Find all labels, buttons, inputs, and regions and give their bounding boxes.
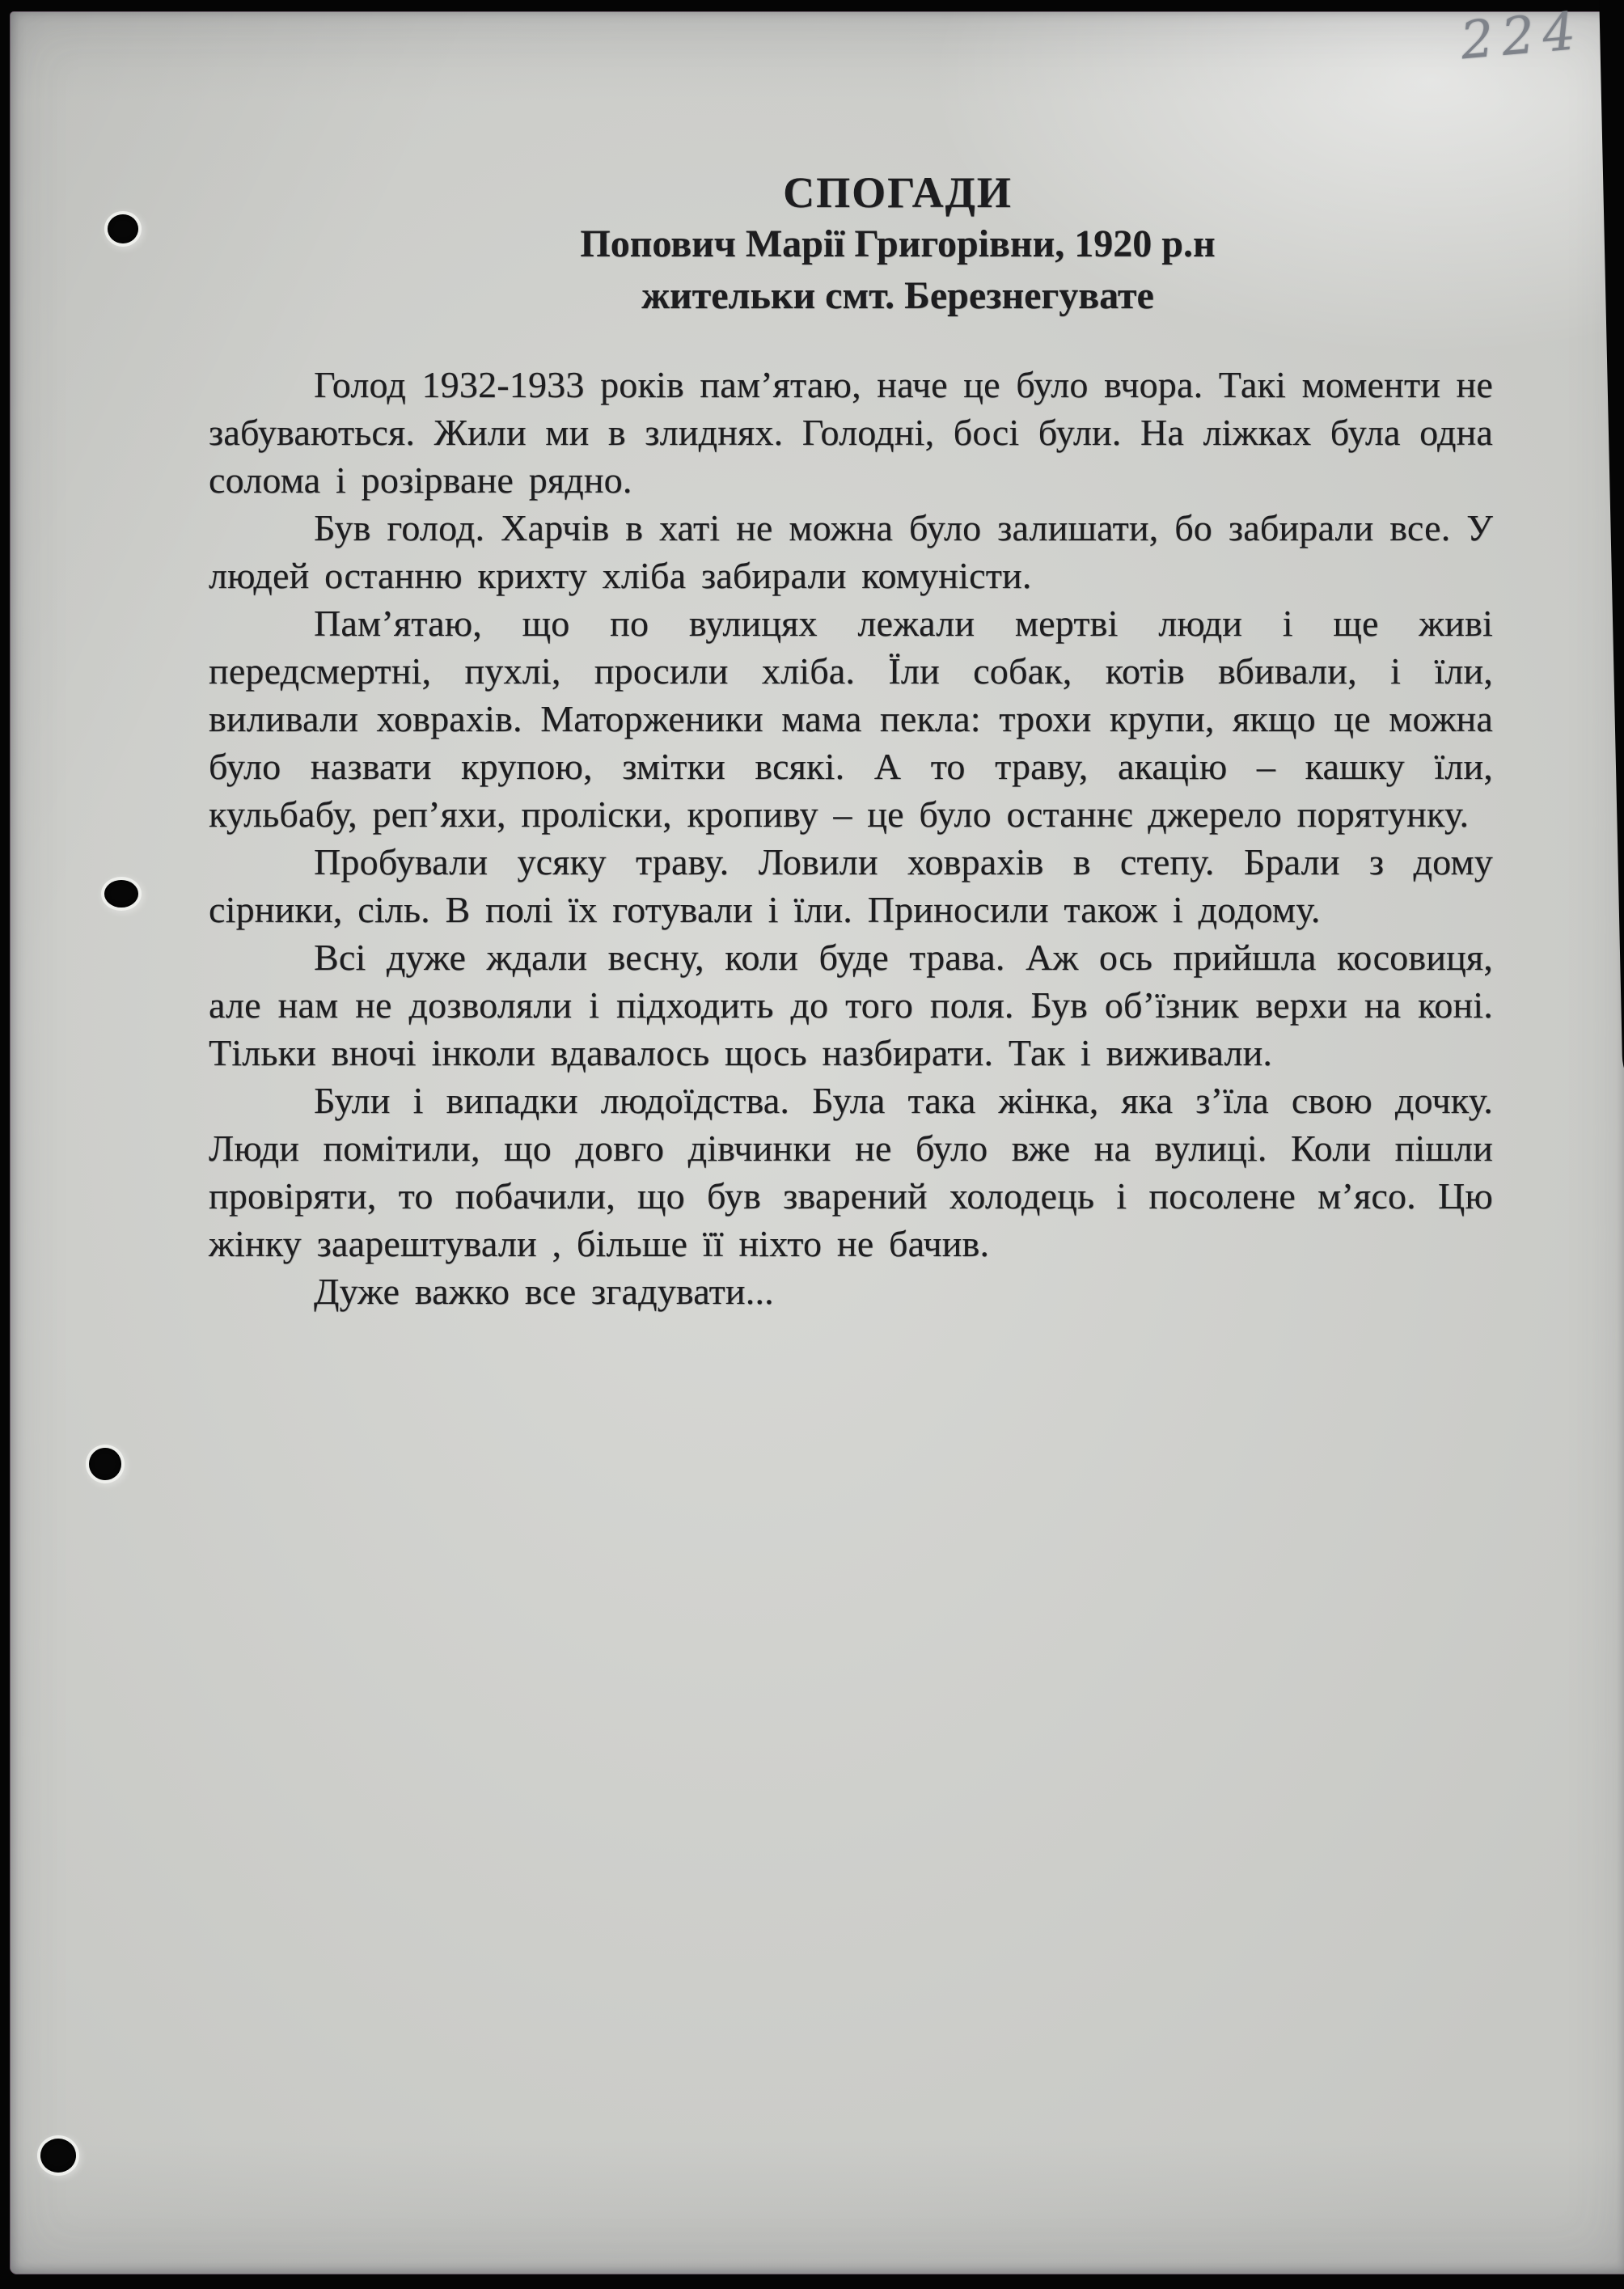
punch-hole <box>104 880 138 908</box>
document-body <box>209 361 1493 1315</box>
paragraph: Дуже важко все згадувати... <box>314 1271 774 1312</box>
document-title: СПОГАДИ <box>783 168 1013 217</box>
document-content <box>209 167 1493 1315</box>
document-residence-line: жительки смт. Березнегувате <box>641 274 1154 317</box>
document-author-line: Попович Марії Григорівни, 1920 р.н <box>580 222 1216 265</box>
paragraph: Були і випадки людоїдства. Була така жінка, яка з’їла свою дочку. Люди помітили, що довго дівчинки не було вже на вулиці. Коли пішли провіряти, то побачили, що був зварений холодець і посолене м’ясо. Цю жінку заарештували , більше її ніхто не бачив. <box>209 1080 1493 1264</box>
punch-hole <box>40 2139 76 2173</box>
punch-hole <box>108 214 138 243</box>
paragraph: Всі дуже ждали весну, коли буде трава. Аж ось прийшла косовиця, але нам не дозволяли і підходить до того поля. Був об’їзник верхи на коні. Тільки вночі інколи вдавалось щось назбирати. Так і виживали. <box>209 937 1493 1073</box>
document-heading <box>256 167 1540 322</box>
handwritten-page-number: 224 <box>1458 1 1587 72</box>
paragraph: Був голод. Харчів в хаті не можна було залишати, бо забирали все. У людей останню крихту хліба забирали комуністи. <box>209 507 1493 596</box>
paragraph: Голод 1932-1933 років пам’ятаю, наче це було вчора. Такі моменти не забуваються. Жили ми в злиднях. Голодні, босі були. На ліжках була одна солома і розірване рядно. <box>209 364 1493 501</box>
punch-hole <box>89 1448 121 1480</box>
paragraph: Пам’ятаю, що по вулицях лежали мертві люди і ще живі передсмертні, пухлі, просили хліба. Їли собак, котів вбивали, і їли, виливали ховрахів. Маторженики мама пекла: трохи крупи, якщо це можна було назвати крупою, змітки всякі. А то траву, акацію – кашку їли, кульбабу, реп’яхи, проліски, кропиву – це було останнє джерело порятунку. <box>209 603 1493 835</box>
paragraph: Пробували усяку траву. Ловили ховрахів в степу. Брали з дому сірники, сіль. В полі їх готували і їли. Приносили також і додому. <box>209 841 1493 930</box>
